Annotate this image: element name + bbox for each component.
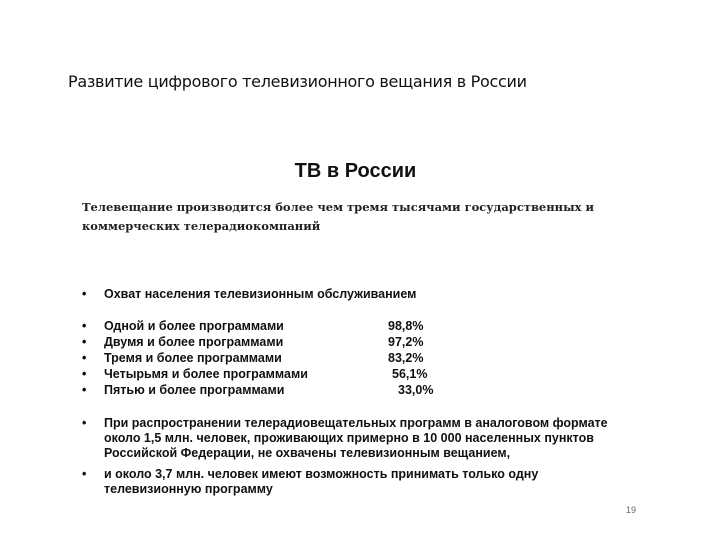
content-image bbox=[68, 150, 643, 522]
coverage-header-list bbox=[82, 286, 622, 302]
coverage-label: Тремя и более программами bbox=[104, 351, 282, 365]
coverage-value: 56,1% bbox=[392, 367, 428, 381]
coverage-item bbox=[82, 318, 622, 334]
intro-text: Телевещание производится более чем тремя тысячами государственных и коммерческих телерадиокомпаний bbox=[82, 200, 595, 233]
coverage-value: 97,2% bbox=[388, 335, 424, 349]
coverage-item bbox=[82, 334, 622, 350]
coverage-item bbox=[82, 382, 622, 398]
coverage-header: • Охват населения телевизионным обслуживанием bbox=[82, 286, 622, 302]
coverage-label: Пятью и более программами bbox=[104, 383, 285, 397]
coverage-item bbox=[82, 366, 622, 382]
coverage-label: Одной и более программами bbox=[104, 319, 284, 333]
content-heading: ТВ в России bbox=[294, 160, 417, 182]
analog-list bbox=[82, 416, 622, 503]
coverage-value: 98,8% bbox=[388, 319, 424, 333]
coverage-label: Двумя и более программами bbox=[104, 335, 284, 349]
analog-note: • При распространении телерадиовещательных программ в аналоговом формате около 1,5 млн. человек, проживающих примерно в 10 000 населенных пунктов Российской Федерации, не охвачены телевизионным вещанием, bbox=[82, 416, 622, 461]
coverage-label: Четырьмя и более программами bbox=[104, 367, 308, 381]
page-number: 19 bbox=[626, 505, 637, 515]
coverage-value: 83,2% bbox=[388, 351, 424, 365]
single-program-note: • и около 3,7 млн. человек имеют возможность принимать только одну телевизионную программу bbox=[82, 467, 622, 497]
coverage-item bbox=[82, 350, 622, 366]
slide-title: Развитие цифрового телевизионного вещания в России bbox=[68, 72, 527, 91]
coverage-list bbox=[82, 318, 622, 398]
coverage-value: 33,0% bbox=[398, 383, 434, 397]
